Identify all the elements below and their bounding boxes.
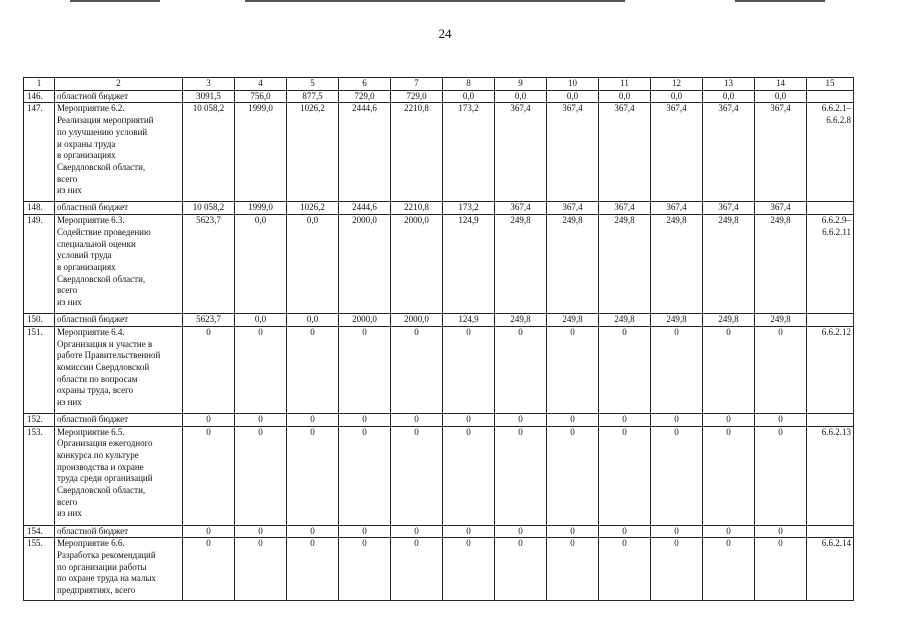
table-row bbox=[24, 202, 854, 215]
amount-cell: 0 bbox=[547, 525, 599, 538]
amount-cell: 0 bbox=[339, 426, 391, 525]
amount-cell: 0 bbox=[443, 426, 495, 525]
table-row bbox=[24, 538, 854, 601]
amount-cell: 0 bbox=[547, 426, 599, 525]
amount-cell: 367,4 bbox=[599, 202, 651, 215]
measure-description: Мероприятие 6.5. Организация ежегодного конкурса по культуре производства и охране труда среди организаций Свердловской области, всего из них bbox=[55, 426, 183, 525]
amount-cell: 5623,7 bbox=[183, 215, 235, 314]
amount-cell: 249,8 bbox=[599, 314, 651, 327]
amount-cell: 0 bbox=[235, 426, 287, 525]
amount-cell: 367,4 bbox=[703, 103, 755, 202]
column-header: 1 bbox=[24, 78, 55, 91]
amount-cell: 0 bbox=[235, 326, 287, 413]
column-header: 2 bbox=[55, 78, 183, 91]
amount-cell: 367,4 bbox=[651, 202, 703, 215]
amount-cell: 2000,0 bbox=[391, 215, 443, 314]
amount-cell: 0 bbox=[599, 426, 651, 525]
amount-cell: 0,0 bbox=[495, 90, 547, 103]
amount-cell: 249,8 bbox=[755, 314, 807, 327]
amount-cell: 2444,6 bbox=[339, 103, 391, 202]
amount-cell: 367,4 bbox=[599, 103, 651, 202]
amount-cell: 0 bbox=[339, 326, 391, 413]
amount-cell: 249,8 bbox=[651, 215, 703, 314]
amount-cell: 0 bbox=[547, 413, 599, 426]
budget-label: областной бюджет bbox=[55, 90, 183, 103]
column-header: 11 bbox=[599, 78, 651, 91]
column-header: 8 bbox=[443, 78, 495, 91]
amount-cell: 367,4 bbox=[651, 103, 703, 202]
header-row bbox=[24, 78, 854, 91]
amount-cell: 367,4 bbox=[755, 103, 807, 202]
amount-cell: 0 bbox=[703, 525, 755, 538]
target-code bbox=[807, 90, 854, 103]
column-header: 7 bbox=[391, 78, 443, 91]
amount-cell: 0 bbox=[443, 413, 495, 426]
amount-cell: 0 bbox=[183, 525, 235, 538]
amount-cell: 0,0 bbox=[287, 215, 339, 314]
amount-cell: 0 bbox=[287, 413, 339, 426]
target-code: 6.6.2.14 bbox=[807, 538, 854, 601]
amount-cell: 0 bbox=[755, 538, 807, 601]
amount-cell: 367,4 bbox=[547, 202, 599, 215]
amount-cell: 10 058,2 bbox=[183, 202, 235, 215]
table-row bbox=[24, 215, 854, 314]
amount-cell: 0 bbox=[755, 426, 807, 525]
amount-cell: 0 bbox=[287, 538, 339, 601]
amount-cell: 0,0 bbox=[235, 215, 287, 314]
row-number: 149. bbox=[24, 215, 55, 314]
amount-cell: 0 bbox=[755, 525, 807, 538]
top-rule-left bbox=[70, 0, 160, 2]
row-number: 150. bbox=[24, 314, 55, 327]
amount-cell: 0 bbox=[391, 525, 443, 538]
amount-cell: 0 bbox=[599, 413, 651, 426]
amount-cell: 0 bbox=[495, 538, 547, 601]
amount-cell: 5623,7 bbox=[183, 314, 235, 327]
column-header: 14 bbox=[755, 78, 807, 91]
table-row bbox=[24, 426, 854, 525]
amount-cell: 249,8 bbox=[495, 215, 547, 314]
amount-cell: 0 bbox=[183, 413, 235, 426]
amount-cell: 0 bbox=[443, 525, 495, 538]
amount-cell: 0 bbox=[547, 538, 599, 601]
amount-cell: 0,0 bbox=[755, 90, 807, 103]
amount-cell: 0 bbox=[391, 413, 443, 426]
row-number: 154. bbox=[24, 525, 55, 538]
row-number: 151. bbox=[24, 326, 55, 413]
measure-description: Мероприятие 6.6. Разработка рекомендаций по организации работы по охране труда на малых предприятиях, всего bbox=[55, 538, 183, 601]
amount-cell: 0 bbox=[703, 538, 755, 601]
amount-cell: 0 bbox=[391, 538, 443, 601]
amount-cell: 367,4 bbox=[703, 202, 755, 215]
amount-cell: 0 bbox=[651, 326, 703, 413]
amount-cell: 0,0 bbox=[703, 90, 755, 103]
amount-cell: 0 bbox=[599, 525, 651, 538]
amount-cell: 0 bbox=[651, 426, 703, 525]
top-rule-center bbox=[245, 0, 625, 2]
amount-cell: 0 bbox=[183, 538, 235, 601]
amount-cell: 249,8 bbox=[547, 314, 599, 327]
amount-cell: 756,0 bbox=[235, 90, 287, 103]
amount-cell: 729,0 bbox=[391, 90, 443, 103]
amount-cell: 0 bbox=[235, 413, 287, 426]
amount-cell: 2210,8 bbox=[391, 103, 443, 202]
amount-cell: 124,9 bbox=[443, 314, 495, 327]
target-code: 6.6.2.12 bbox=[807, 326, 854, 413]
table-row bbox=[24, 90, 854, 103]
amount-cell: 877,5 bbox=[287, 90, 339, 103]
column-header: 9 bbox=[495, 78, 547, 91]
amount-cell: 0 bbox=[339, 538, 391, 601]
amount-cell: 0 bbox=[391, 326, 443, 413]
budget-label: областной бюджет bbox=[55, 314, 183, 327]
amount-cell: 0 bbox=[443, 326, 495, 413]
amount-cell: 1026,2 bbox=[287, 103, 339, 202]
amount-cell: 0 bbox=[495, 525, 547, 538]
row-number: 148. bbox=[24, 202, 55, 215]
amount-cell: 0 bbox=[183, 326, 235, 413]
amount-cell: 367,4 bbox=[495, 202, 547, 215]
amount-cell: 0 bbox=[443, 538, 495, 601]
amount-cell: 124,9 bbox=[443, 215, 495, 314]
amount-cell: 173,2 bbox=[443, 202, 495, 215]
amount-cell: 0 bbox=[339, 413, 391, 426]
page-number: 24 bbox=[438, 26, 452, 41]
budget-label: областной бюджет bbox=[55, 202, 183, 215]
amount-cell: 1026,2 bbox=[287, 202, 339, 215]
amount-cell: 1999,0 bbox=[235, 103, 287, 202]
amount-cell: 2000,0 bbox=[339, 215, 391, 314]
table-row bbox=[24, 525, 854, 538]
budget-label: областной бюджет bbox=[55, 525, 183, 538]
row-number: 146. bbox=[24, 90, 55, 103]
column-header: 3 bbox=[183, 78, 235, 91]
target-code bbox=[807, 202, 854, 215]
amount-cell: 0 bbox=[651, 525, 703, 538]
amount-cell: 0 bbox=[235, 525, 287, 538]
amount-cell: 0 bbox=[651, 413, 703, 426]
amount-cell: 0 bbox=[547, 326, 599, 413]
top-rule-right bbox=[735, 0, 825, 2]
target-code bbox=[807, 525, 854, 538]
amount-cell: 2210,8 bbox=[391, 202, 443, 215]
amount-cell: 0 bbox=[495, 326, 547, 413]
amount-cell: 0 bbox=[287, 326, 339, 413]
amount-cell: 249,8 bbox=[755, 215, 807, 314]
table-row bbox=[24, 413, 854, 426]
column-header: 10 bbox=[547, 78, 599, 91]
amount-cell: 249,8 bbox=[599, 215, 651, 314]
amount-cell: 2000,0 bbox=[339, 314, 391, 327]
amount-cell: 0 bbox=[651, 538, 703, 601]
target-code: 6.6.2.13 bbox=[807, 426, 854, 525]
amount-cell: 10 058,2 bbox=[183, 103, 235, 202]
amount-cell: 0 bbox=[183, 426, 235, 525]
amount-cell: 0 bbox=[703, 426, 755, 525]
amount-cell: 0 bbox=[703, 326, 755, 413]
amount-cell: 249,8 bbox=[703, 215, 755, 314]
amount-cell: 0,0 bbox=[599, 90, 651, 103]
financing-table bbox=[23, 77, 854, 601]
amount-cell: 249,8 bbox=[703, 314, 755, 327]
table-row bbox=[24, 326, 854, 413]
column-header: 15 bbox=[807, 78, 854, 91]
table-row bbox=[24, 314, 854, 327]
column-header: 12 bbox=[651, 78, 703, 91]
column-header: 4 bbox=[235, 78, 287, 91]
measure-description: Мероприятие 6.4. Организация и участие в работе Правительственной комиссии Свердловской области по вопросам охраны труда, всего из них bbox=[55, 326, 183, 413]
amount-cell: 0 bbox=[599, 326, 651, 413]
target-code bbox=[807, 314, 854, 327]
amount-cell: 729,0 bbox=[339, 90, 391, 103]
target-code: 6.6.2.1– 6.6.2.8 bbox=[807, 103, 854, 202]
amount-cell: 0 bbox=[495, 413, 547, 426]
amount-cell: 2444,6 bbox=[339, 202, 391, 215]
amount-cell: 0 bbox=[287, 525, 339, 538]
amount-cell: 249,8 bbox=[651, 314, 703, 327]
table-row bbox=[24, 103, 854, 202]
target-code: 6.6.2.9– 6.6.2.11 bbox=[807, 215, 854, 314]
amount-cell: 2000,0 bbox=[391, 314, 443, 327]
column-header: 6 bbox=[339, 78, 391, 91]
row-number: 147. bbox=[24, 103, 55, 202]
amount-cell: 173,2 bbox=[443, 103, 495, 202]
amount-cell: 249,8 bbox=[547, 215, 599, 314]
budget-label: областной бюджет bbox=[55, 413, 183, 426]
measure-description: Мероприятие 6.3. Содействие проведению специальной оценки условий труда в организациях Свердловской области, всего из них bbox=[55, 215, 183, 314]
amount-cell: 0 bbox=[391, 426, 443, 525]
amount-cell: 3091,5 bbox=[183, 90, 235, 103]
row-number: 152. bbox=[24, 413, 55, 426]
amount-cell: 0 bbox=[235, 538, 287, 601]
amount-cell: 0,0 bbox=[287, 314, 339, 327]
column-header: 5 bbox=[287, 78, 339, 91]
amount-cell: 1999,0 bbox=[235, 202, 287, 215]
amount-cell: 0 bbox=[339, 525, 391, 538]
row-number: 153. bbox=[24, 426, 55, 525]
measure-description: Мероприятие 6.2. Реализация мероприятий по улучшению условий и охраны труда в организациях Свердловской области, всего из них bbox=[55, 103, 183, 202]
row-number: 155. bbox=[24, 538, 55, 601]
amount-cell: 249,8 bbox=[495, 314, 547, 327]
amount-cell: 0 bbox=[755, 326, 807, 413]
amount-cell: 367,4 bbox=[547, 103, 599, 202]
amount-cell: 0,0 bbox=[651, 90, 703, 103]
amount-cell: 367,4 bbox=[755, 202, 807, 215]
column-header: 13 bbox=[703, 78, 755, 91]
amount-cell: 0 bbox=[287, 426, 339, 525]
amount-cell: 0 bbox=[599, 538, 651, 601]
target-code bbox=[807, 413, 854, 426]
amount-cell: 367,4 bbox=[495, 103, 547, 202]
amount-cell: 0 bbox=[495, 426, 547, 525]
amount-cell: 0,0 bbox=[443, 90, 495, 103]
amount-cell: 0,0 bbox=[547, 90, 599, 103]
amount-cell: 0,0 bbox=[235, 314, 287, 327]
amount-cell: 0 bbox=[703, 413, 755, 426]
amount-cell: 0 bbox=[755, 413, 807, 426]
